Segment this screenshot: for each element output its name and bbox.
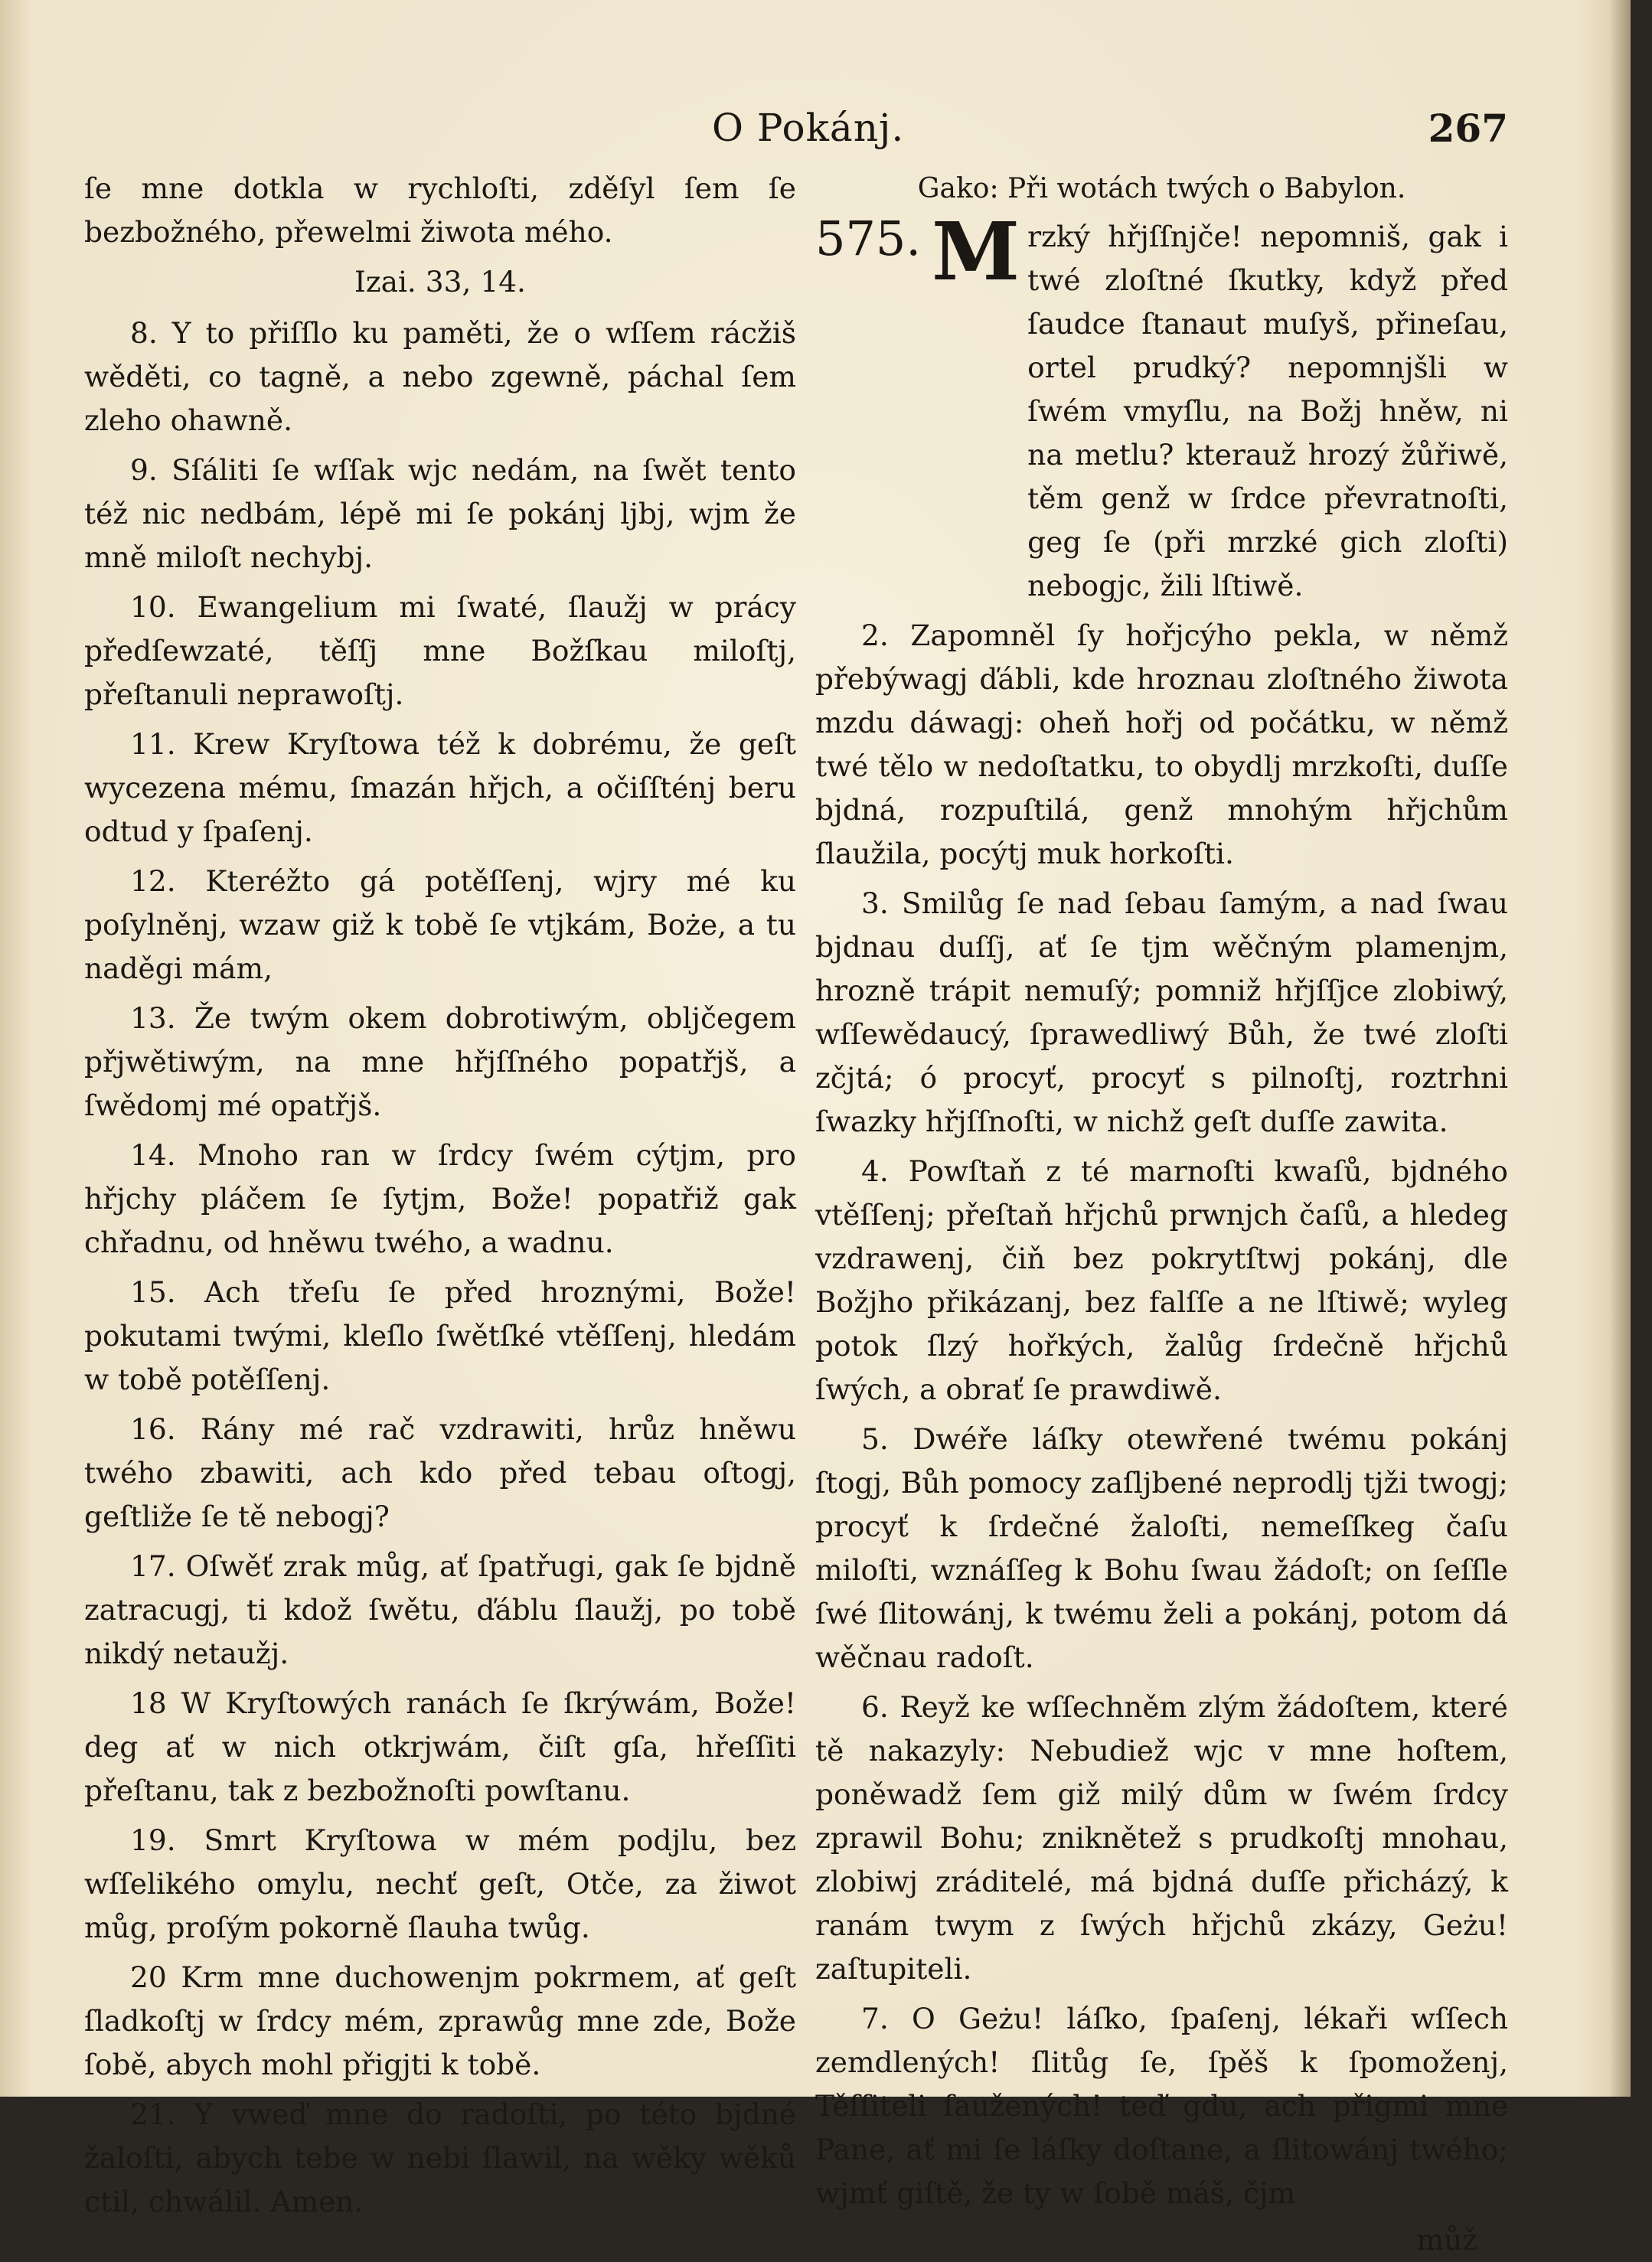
verse-paragraph: 20 Krm mne duchowenjm pokrmem, ať geſt ſladkoſtj w ſrdcy mém, zprawůg mne zde, Bože ſobě, abych mohl přigjti k tobě.	[84, 1960, 796, 2081]
right-paragraphs	[815, 614, 1508, 2215]
running-title: O Pokánj.	[712, 106, 905, 150]
verse-paragraph: 13. Že twým okem dobrotiwým, oblјčegem přjwětiwým, na mne hřjſſného popatřjš, a ſwědomj mé opatřjš.	[84, 1001, 796, 1122]
page-header	[0, 106, 1631, 152]
verse-paragraph: 12. Kteréžto gá potěſſenj, wjry mé ku poſylněnj, wzaw giž k tobě ſe vtjkám, Boże, a tu naděgi mám,	[84, 864, 796, 985]
verse-paragraph: 18 W Kryſtowých ranách ſe ſkrýwám, Bože! deg ať w nich otkrjwám, čiſt gſa, hřeſſiti přeſtanu, tak z bezbožnoſti powſtanu.	[84, 1686, 796, 1807]
left-column	[84, 167, 796, 2230]
verse-paragraph: 2. Zapomněl ſy hořjcýho pekla, w němž přebýwagj ďábli, kde hroznau zloſtného žiwota mzdu dáwagj: oheň hořj od počátku, w němž twé tělo w nedoſtatku, to obydlj mrzkoſti, duſſe bjdná, rozpuſtilá, genž mnohým hřjchům ſlaužila, pocýtj muk horkoſti.	[815, 619, 1508, 870]
verse-paragraph: 5. Dwéře láſky otewřené twému pokánj ſtogj, Bůh pomocy zaſljbené neprodlj tjži twogj; procyť k ſrdečné žaloſti, nemeſſkeg čaſu miloſti, wznáſſeg k Bohu ſwau žádoſt; on ſeſſle ſwé ſlitowánj, k twému želi a pokánj, potom dá wěčnau radoſt.	[815, 1422, 1508, 1674]
verse-paragraph: 9. Sſáliti ſe wſſak wjc nedám, na ſwět tento též nic nedbám, lépě mi ſe pokánj ljbj, wjm že mně miloſt nechybj.	[84, 453, 796, 574]
verse-paragraph: 10. Ewangelium mi ſwaté, ſlaužj w prácy předſewzaté, těſſj mne Božſkau miloſtj, přeſtanuli neprawoſtj.	[84, 590, 796, 711]
melody-line: Gako: Při wotách twých o Babylon.	[917, 173, 1406, 204]
verse-paragraph: 11. Krew Kryſtowa též k dobrému, že geſt wycezena mému, ſmazán hřjch, a očiſſténj beru odtud y ſpaſenj.	[84, 727, 796, 848]
verse-paragraph: 19. Smrt Kryſtowa w mém podjlu, bez wſſelikého omylu, nechť geſt, Otče, za žiwot můg, proſým pokorně ſlauha twůg.	[84, 1823, 796, 1944]
hymn-opening	[815, 204, 1508, 608]
hymn-opening-text: rzký hřjſſnjče! nepomniš, gak i twé zloſtné ſkutky, když před ſaudce ſtanaut muſyš, přineſau, ortel prudký? nepomnjšli w ſwém vmyſlu, na Božj hněw, ni na metlu? kterauž hrozý žůřiwě, těm genž w ſrdce převratnoſti, geg ſe (při mrzké gich zloſti) nebogjc, žili lſtiwě.	[1027, 220, 1508, 602]
page-number: 267	[1428, 106, 1508, 151]
verse-paragraph: 4. Powſtaň z té marnoſti kwaſů, bjdného vtěſſenj; přeſtaň hřjchů prwnjch čaſů, a hledeg vzdrawenj, čiň bez pokrytſtwj pokánj, dle Božjho přikázanj, bez falſſe a ne lſtiwě; wyleg potok ſlzý hořkých, žalůg ſrdečně hřjchů ſwých, a obrať ſe prawdiwě.	[815, 1154, 1508, 1406]
drop-cap: M	[932, 204, 1020, 299]
verse-paragraph: 17. Oſwěť zrak můg, ať ſpatřugi, gak ſe bjdně zatracugj, ti kdož ſwětu, ďáblu ſlaužj, po tobě nikdý netaužj.	[84, 1549, 796, 1670]
catchword: můž	[1416, 2223, 1477, 2257]
verse-paragraph: 7. O Geżu! láſko, ſpaſenj, lékaři wſſech zemdlených! ſlitůg ſe, ſpěš k ſpomoženj, Těſſiteli ſaužených! teď gdu, ach přigmi mne Pane, ať mi ſe láſky doſtane, a ſlitowánj twého; wjmť giſtě, že ty w ſobě máš, čjm	[815, 2002, 1508, 2210]
verse-paragraph: 16. Rány mé rač vzdrawiti, hrůz hněwu twého zbawiti, ach kdo před tebau oſtogj, geſtliže ſe tě nebogj?	[84, 1412, 796, 1533]
verse-paragraph: 15. Ach třeſu ſe před hroznými, Bože! pokutami twými, kleſlo ſwětſké vtěſſenj, hledám w tobě potěſſenj.	[84, 1275, 796, 1396]
verse-paragraph: 3. Smilůg ſe nad ſebau ſamým, a nad ſwau bjdnau duſſj, ať ſe tjm wěčným plamenjm, hrozně trápit nemuſý; pomniž hřjſſjce zlobiwý, wſſewědaucý, ſprawedliwý Bůh, že twé zloſti zčjtá; ó procyť, procyť s pilnoſtj, roztrhni ſwazky hřjſſnoſti, w nichž geſt duſſe zawita.	[815, 886, 1508, 1138]
verse-paragraph: ſe mne dotkla w rychloſti, zděſyl ſem ſe bezbožného, přewelmi žiwota mého.	[84, 171, 796, 249]
scripture-reference: Izai. 33, 14.	[354, 265, 526, 299]
verse-paragraph: 6. Reyž ke wſſechněm zlým žádoſtem, které tě nakazyly: Nebudiež wjc v mne hoſtem, poněwadž ſem giž milý dům w ſwém ſrdcy zprawil Bohu; zniknětež s prudkoſtj mnohau, zlobiwj zráditelé, má bjdná duſſe přicházý, k ranám twym z ſwých hřjchů zkázy, Geżu! zaſtupiteli.	[815, 1690, 1508, 1986]
verse-paragraph: 14. Mnoho ran w ſrdcy ſwém cýtjm, pro hřjchy pláčem ſe ſytjm, Bože! popatřiž gak chřadnu, od hněwu twého, a wadnu.	[84, 1138, 796, 1259]
verse-paragraph: 8. Y to přiſſlo ku paměti, že o wſſem rácžiš wěděti, co tagně, a nebo zgewně, páchal ſem zleho ohawně.	[84, 316, 796, 437]
verse-paragraph: 21. Y vweď mne do radoſti, po této bjdné žaloſti, abych tebe w nebi ſlawil, na wěky wěků ctil, chwálil. Amen.	[84, 2097, 796, 2218]
right-column	[815, 167, 1508, 2262]
hymn-number: 575.	[815, 211, 922, 266]
